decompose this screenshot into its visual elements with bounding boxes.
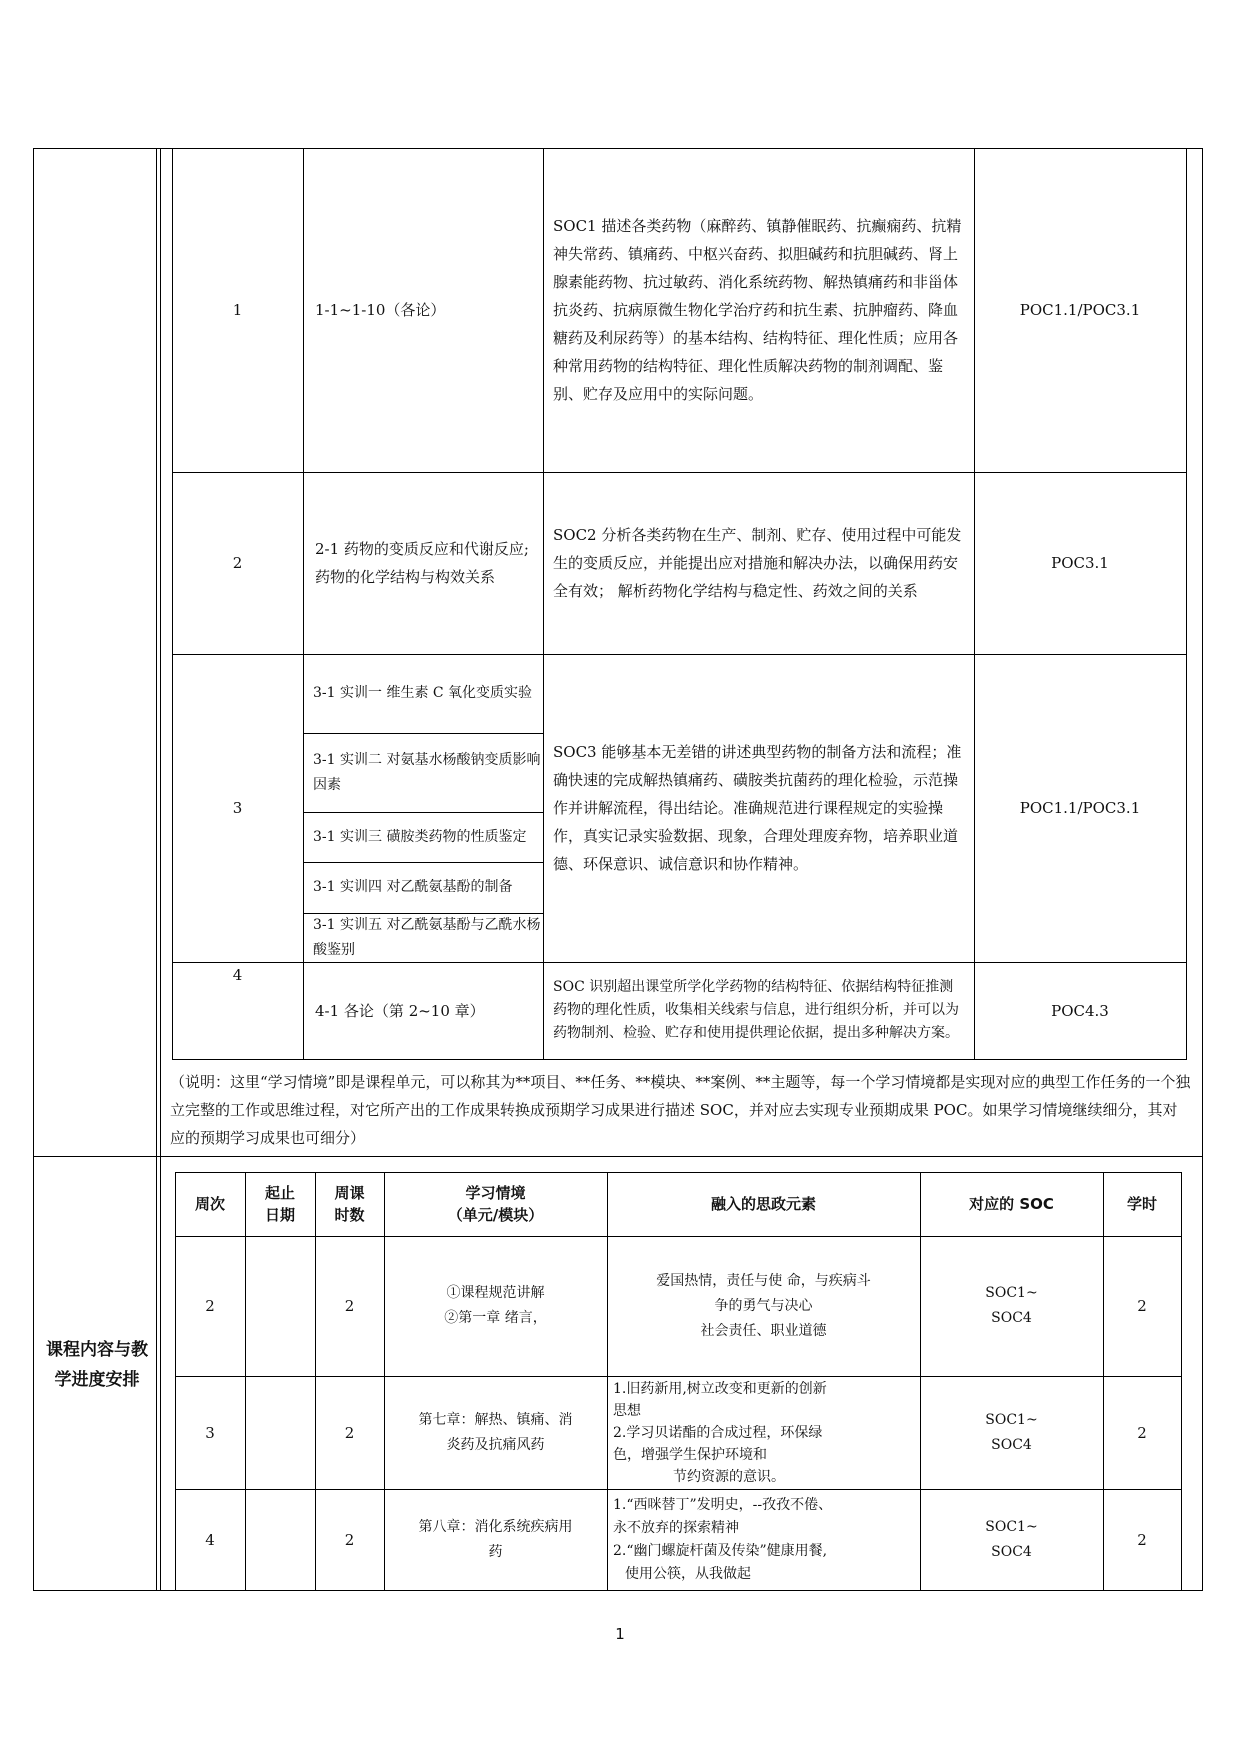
learning-situation-cell: 第八章：消化系统疾病用 药 <box>418 1518 573 1560</box>
practical-training-4: 3-1 实训四 对乙酰氨基酚的制备 <box>313 879 513 895</box>
outer-left-border <box>33 148 34 1591</box>
week-cell: 4 <box>205 1530 215 1549</box>
dates-cell <box>245 1376 315 1489</box>
credit-hours-cell: 2 <box>1137 1297 1147 1315</box>
soc-cell: SOC1~ SOC4 <box>985 1285 1038 1326</box>
label-column-border-inner <box>160 148 161 1591</box>
soc-cell: SOC1~ SOC4 <box>985 1411 1038 1453</box>
header-ideology-elements: 融入的思政元素 <box>710 1195 816 1213</box>
dates-cell <box>245 1489 315 1590</box>
learning-situation-cell: 4-1 各论（第 2~10 章） <box>315 1001 485 1020</box>
weekly-hours-cell: 2 <box>344 1297 355 1315</box>
week-cell: 2 <box>205 1297 215 1315</box>
grid-line <box>1186 148 1187 1060</box>
explanatory-note: （说明：这里“学习情境”即是课程单元，可以称其为**项目、**任务、**模块、**案例、**主题等，每一个学习情境都是实现对应的典型工作任务的一个独立完整的工作或思维过程，对它所产出的工作成果转换成预期学习成果进行描述 SOC，并对应去实现专业预期成果 POC。如果学习情境继续细分，其对应的预期学习成果也可细分） <box>170 1073 1191 1147</box>
learning-situation-cell: ①课程规范讲解 ②第一章 绪言， <box>444 1285 547 1326</box>
row-number: 2 <box>232 554 243 572</box>
header-soc: 对应的 SOC <box>969 1195 1054 1213</box>
practical-training-5: 3-1 实训五 对乙酰氨基酚与乙酰水杨酸鉴别 <box>313 916 541 958</box>
section-divider <box>33 1156 1203 1157</box>
week-cell: 3 <box>205 1423 215 1442</box>
soc-description-cell: SOC2 分析各类药物在生产、制剂、贮存、使用过程中可能发生的变质反应，并能提出应对措施和解决办法，以确保用药安全有效； 解析药物化学结构与稳定性、药效之间的关系 <box>553 526 962 600</box>
header-weekly-hours: 周课 时数 <box>334 1184 365 1224</box>
grid-line <box>175 1590 1182 1591</box>
section-label: 课程内容与教学进度安排 <box>46 1340 148 1390</box>
soc-cell: SOC1~ SOC4 <box>985 1518 1038 1560</box>
soc-description-cell: SOC3 能够基本无差错的讲述典型药物的制备方法和流程；准确快速的完成解热镇痛药、磺胺类抗菌药的理化检验，示范操作并讲解流程，得出结论。准确规范进行课程规定的实验操作，真实记录实验数据、现象，合理处理废弃物，培养职业道德、环保意识、诚信意识和协作精神。 <box>553 743 962 873</box>
ideology-elements-cell: 1.“西咪替丁”发明史，--孜孜不倦、 永不放弃的探索精神 2.“幽门螺旋杆菌及传染”健康用餐, 使用公筷，从我做起 <box>613 1496 833 1582</box>
label-column-border <box>156 148 157 1591</box>
outer-right-border <box>1202 148 1203 1591</box>
grid-line <box>543 148 544 1060</box>
header-dates: 起止 日期 <box>264 1184 295 1224</box>
header-week: 周次 <box>194 1195 225 1213</box>
learning-situation-cell: 1-1~1-10（各论） <box>315 301 446 319</box>
page-number: 1 <box>615 1625 625 1643</box>
practical-training-2: 3-1 实训二 对氨基水杨酸钠变质影响因素 <box>313 751 541 793</box>
poc-cell: POC3.1 <box>1051 554 1109 572</box>
soc-description-cell: SOC 识别超出课堂所学化学药物的结构特征、依据结构特征推测药物的理化性质，收集相关线索与信息，进行组织分析，并可以为药物制剂、检验、贮存和使用提供理论依据，提出多种解决方案。 <box>553 979 959 1041</box>
ideology-elements-cell: 爱国热情，责任与使 命，与疾病斗 争的勇气与决心 社会责任、职业道德 <box>656 1272 871 1339</box>
credit-hours-cell: 2 <box>1137 1530 1147 1549</box>
header-credit-hours: 学时 <box>1126 1195 1157 1213</box>
row-number: 3 <box>232 799 243 817</box>
grid-line <box>303 148 304 1060</box>
practical-training-1: 3-1 实训一 维生素 C 氧化变质实验 <box>313 685 533 701</box>
ideology-elements-cell: 1.旧药新用,树立改变和更新的创新 思想 2.学习贝诺酯的合成过程，环保绿 色，增强学生保护环境和 节约资源的意识。 <box>613 1380 827 1485</box>
row-number: 4 <box>232 966 243 984</box>
row-number: 1 <box>232 301 243 319</box>
poc-cell: POC4.3 <box>1051 1001 1109 1020</box>
learning-situation-cell: 2-1 药物的变质反应和代谢反应;药物的化学结构与构效关系 <box>315 540 529 586</box>
poc-cell: POC1.1/POC3.1 <box>1019 301 1141 319</box>
poc-cell: POC1.1/POC3.1 <box>1019 799 1141 817</box>
weekly-hours-cell: 2 <box>344 1530 355 1549</box>
practical-training-3: 3-1 实训三 磺胺类药物的性质鉴定 <box>313 828 527 845</box>
grid-line <box>1181 1172 1182 1590</box>
grid-line <box>172 1059 1186 1060</box>
dates-cell <box>245 1236 315 1376</box>
credit-hours-cell: 2 <box>1137 1423 1147 1442</box>
learning-situation-cell: 第七章：解热、镇痛、消 炎药及抗痛风药 <box>418 1411 573 1453</box>
soc-description-cell: SOC1 描述各类药物（麻醉药、镇静催眠药、抗癫痫药、抗精神失常药、镇痛药、中枢兴奋药、拟胆碱药和抗胆碱药、肾上腺素能药物、抗过敏药、消化系统药物、解热镇痛药和非甾体抗炎药、抗病原微生物化学治疗药和抗生素、抗肿瘤药、降血糖药及利尿药等）的基本结构、结构特征、理化性质；应用各种常用药物的结构特征、理化性质解决药物的制剂调配、鉴别、贮存及应用中的实际问题。 <box>553 217 962 403</box>
header-learning-situation: 学习情境 （单元/模块） <box>447 1184 544 1224</box>
weekly-hours-cell: 2 <box>344 1423 355 1442</box>
